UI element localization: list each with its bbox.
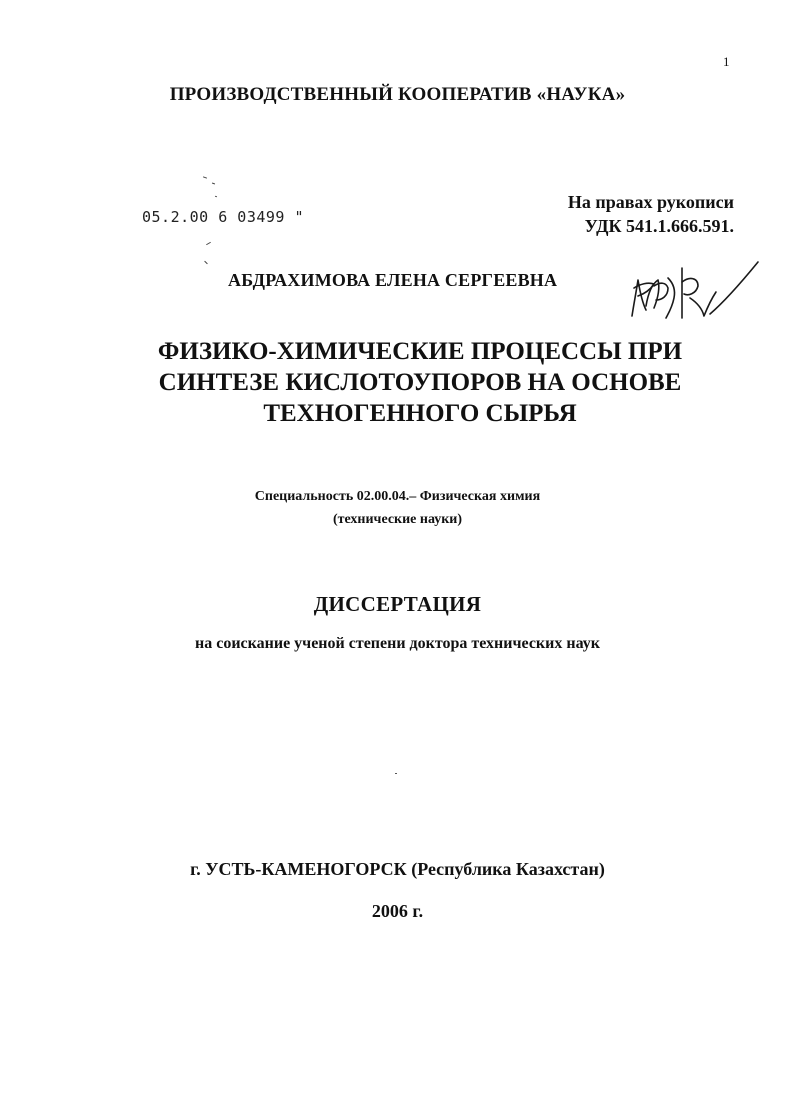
city-location: г. УСТЬ-КАМЕНОГОРСК (Республика Казахстан) <box>190 859 605 879</box>
scan-speck <box>204 261 208 265</box>
scan-speck <box>206 242 211 245</box>
dissertation-title <box>100 336 740 429</box>
degree-description: на соискание ученой степени доктора технических наук <box>195 635 600 652</box>
author-name: АБДРАХИМОВА ЕЛЕНА СЕРГЕЕВНА <box>228 270 558 290</box>
page-number: 1 <box>723 54 730 69</box>
year: 2006 г. <box>371 901 424 921</box>
title-line: ФИЗИКО-ХИМИЧЕСКИЕ ПРОЦЕССЫ ПРИ <box>157 338 683 365</box>
title-line: СИНТЕЗЕ КИСЛОТОУПОРОВ НА ОСНОВЕ <box>158 369 682 396</box>
document-type: ДИССЕРТАЦИЯ <box>313 592 482 616</box>
organization-header: ПРОИЗВОДСТВЕННЫЙ КООПЕРАТИВ «НАУКА» <box>169 84 626 105</box>
scan-speck <box>212 183 215 185</box>
manuscript-rights-label: На правах рукописи <box>567 192 734 212</box>
archive-stamp-code: 05.2.00 6 03499 " <box>142 208 305 226</box>
scan-speck <box>395 773 397 774</box>
udk-code: УДК 541.1.666.591. <box>584 216 734 236</box>
specialty-field: (технические науки) <box>332 512 463 527</box>
specialty-line: Специальность 02.00.04.– Физическая химия <box>254 489 541 504</box>
scan-speck <box>215 196 217 198</box>
scan-speck <box>203 176 207 178</box>
title-line: ТЕХНОГЕННОГО СЫРЬЯ <box>263 400 577 427</box>
handwritten-signature <box>624 258 764 324</box>
